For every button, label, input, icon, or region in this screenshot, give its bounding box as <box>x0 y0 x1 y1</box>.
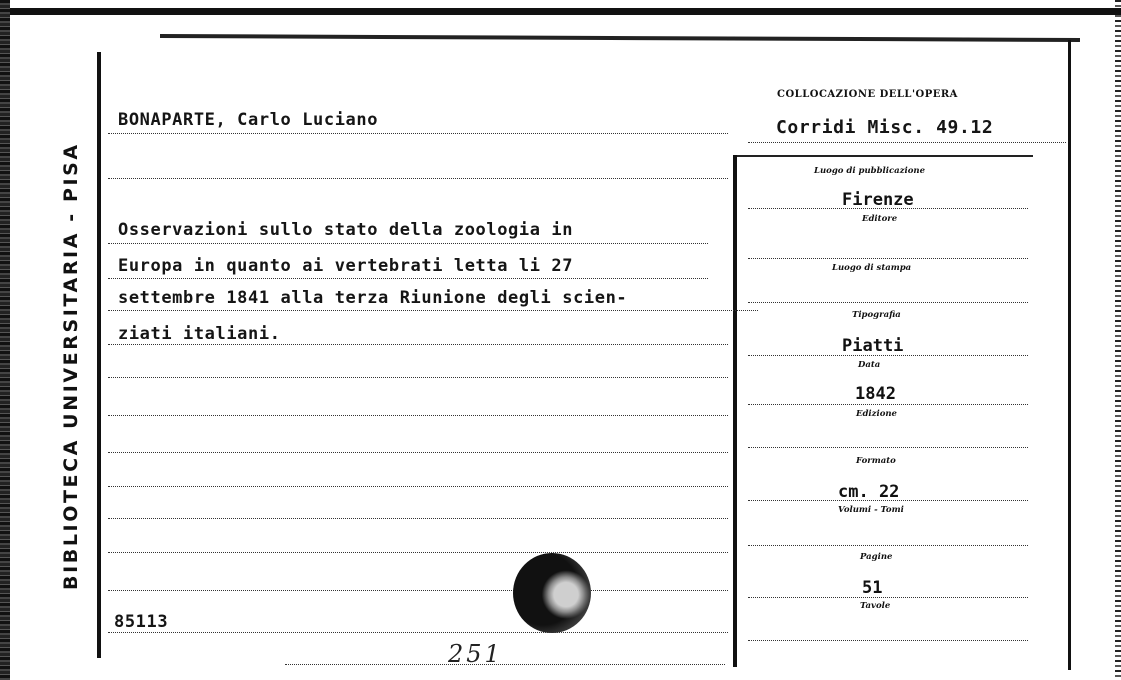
left-margin-rule <box>97 52 101 658</box>
rule-13 <box>108 632 728 633</box>
label-edizione: Edizione <box>856 409 897 419</box>
title-line-4: ziati italiani. <box>118 324 281 344</box>
rule-7 <box>108 415 728 416</box>
rule-f2 <box>748 258 1028 259</box>
collocation-box-top <box>737 155 1033 157</box>
rule-f5 <box>748 404 1028 405</box>
author-rule <box>108 133 728 134</box>
rule-5 <box>108 344 728 345</box>
handwritten-number: 251 <box>448 640 503 668</box>
rule-f1 <box>748 208 1028 209</box>
value-data: 1842 <box>855 384 896 404</box>
shelfmark-rule <box>748 142 1066 143</box>
rule-4 <box>108 310 758 311</box>
title-line-3: settembre 1841 alla terza Riunione degli scien- <box>118 288 628 308</box>
value-tipografia: Piatti <box>842 336 904 356</box>
right-border-rule <box>1068 40 1071 670</box>
rule-9 <box>108 486 728 487</box>
label-volumi: Volumi - Tomi <box>838 505 904 515</box>
rule-12 <box>108 590 728 591</box>
rule-f3 <box>748 302 1028 303</box>
accession-number: 85113 <box>114 612 169 632</box>
label-tavole: Tavole <box>860 601 891 611</box>
label-luogo-pubblicazione: Luogo di pubblicazione <box>814 166 925 176</box>
rule-1 <box>108 178 728 179</box>
rule-f6 <box>748 447 1028 448</box>
rule-8 <box>108 452 728 453</box>
label-pagine: Pagine <box>860 552 893 562</box>
rule-f10 <box>748 640 1028 641</box>
rule-f4 <box>748 355 1028 356</box>
rule-f7 <box>748 500 1028 501</box>
library-stamp <box>513 553 591 633</box>
author-name: BONAPARTE, Carlo Luciano <box>118 110 379 130</box>
rule-2 <box>108 243 708 244</box>
value-pagine: 51 <box>862 578 883 598</box>
title-line-2: Europa in quanto ai vertebrati letta li 27 <box>118 256 574 276</box>
top-rule <box>160 34 1080 42</box>
scan-left-edge <box>0 0 10 680</box>
rule-f8 <box>748 545 1028 546</box>
scan-right-edge <box>1115 0 1121 680</box>
label-editore: Editore <box>862 214 898 224</box>
field-column-rule <box>733 155 737 667</box>
title-line-1: Osservazioni sullo stato della zoologia in <box>118 220 574 240</box>
label-formato: Formato <box>856 456 896 466</box>
rule-3 <box>108 278 708 279</box>
rule-bottom <box>285 664 725 665</box>
collocation-heading: COLLOCAZIONE DELL'OPERA <box>777 89 958 100</box>
value-luogo-pubblicazione: Firenze <box>842 190 914 210</box>
label-tipografia: Tipografia <box>852 310 901 320</box>
rule-6 <box>108 377 728 378</box>
rule-11 <box>108 552 728 553</box>
library-name: BIBLIOTECA UNIVERSITARIA - PISA <box>60 142 82 590</box>
top-border <box>10 8 1121 15</box>
label-luogo-stampa: Luogo di stampa <box>832 263 912 273</box>
label-data: Data <box>858 360 881 370</box>
shelfmark: Corridi Misc. 49.12 <box>776 117 994 138</box>
value-formato: cm. 22 <box>838 482 900 502</box>
rule-10 <box>108 518 728 519</box>
rule-f9 <box>748 597 1028 598</box>
